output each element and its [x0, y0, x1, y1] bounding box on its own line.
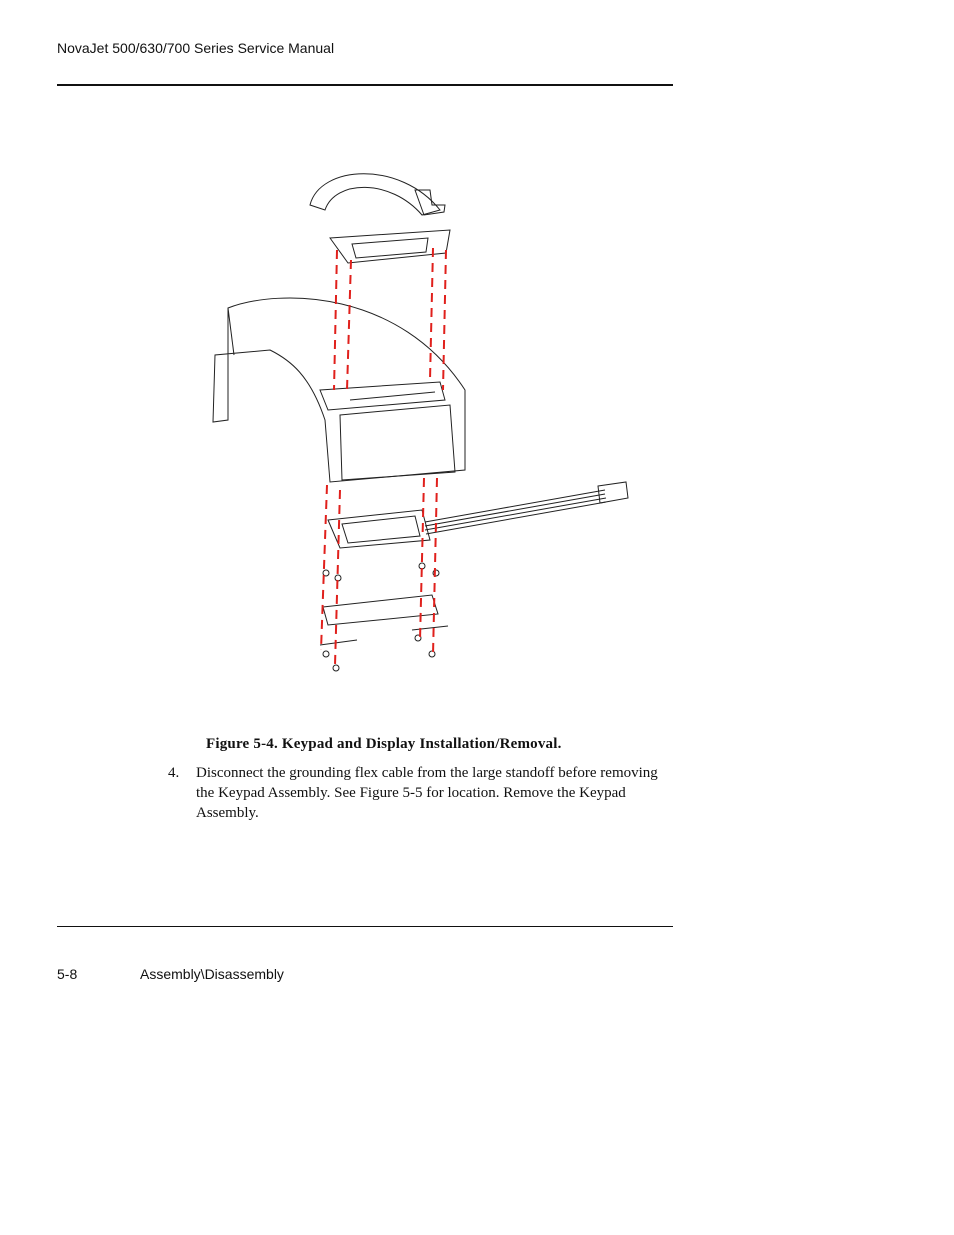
bracket-left	[320, 640, 357, 645]
ribbon-cable	[425, 490, 606, 534]
alignment-line	[433, 478, 437, 655]
alignment-line	[335, 490, 340, 665]
section-name: Assembly\Disassembly	[140, 966, 284, 982]
exploded-diagram	[200, 160, 640, 680]
page-number: 5-8	[57, 966, 78, 982]
flex-cable	[310, 174, 440, 215]
printer-cover	[213, 298, 465, 482]
alignment-line	[430, 248, 433, 380]
cable-connector	[598, 482, 628, 503]
display-bezel	[330, 230, 450, 263]
alignment-line	[334, 250, 337, 390]
alignment-line	[443, 250, 446, 390]
alignment-line	[347, 260, 351, 390]
display-window	[352, 238, 428, 258]
alignment-line	[321, 485, 327, 650]
header-rule	[57, 84, 673, 86]
step-number: 4.	[168, 765, 180, 781]
step-text: Disconnect the grounding flex cable from the large standoff before removing the Keypad Assembly. See Figure 5-5 for location. Remove the Keypad Assembly.	[196, 765, 658, 821]
footer-rule	[57, 926, 673, 927]
running-header: NovaJet 500/630/700 Series Service Manual	[57, 40, 335, 56]
bracket-right	[412, 626, 448, 630]
figure-caption: Figure 5-4. Keypad and Display Installation/Removal.	[206, 736, 562, 752]
flex-cable-tab	[415, 190, 445, 215]
